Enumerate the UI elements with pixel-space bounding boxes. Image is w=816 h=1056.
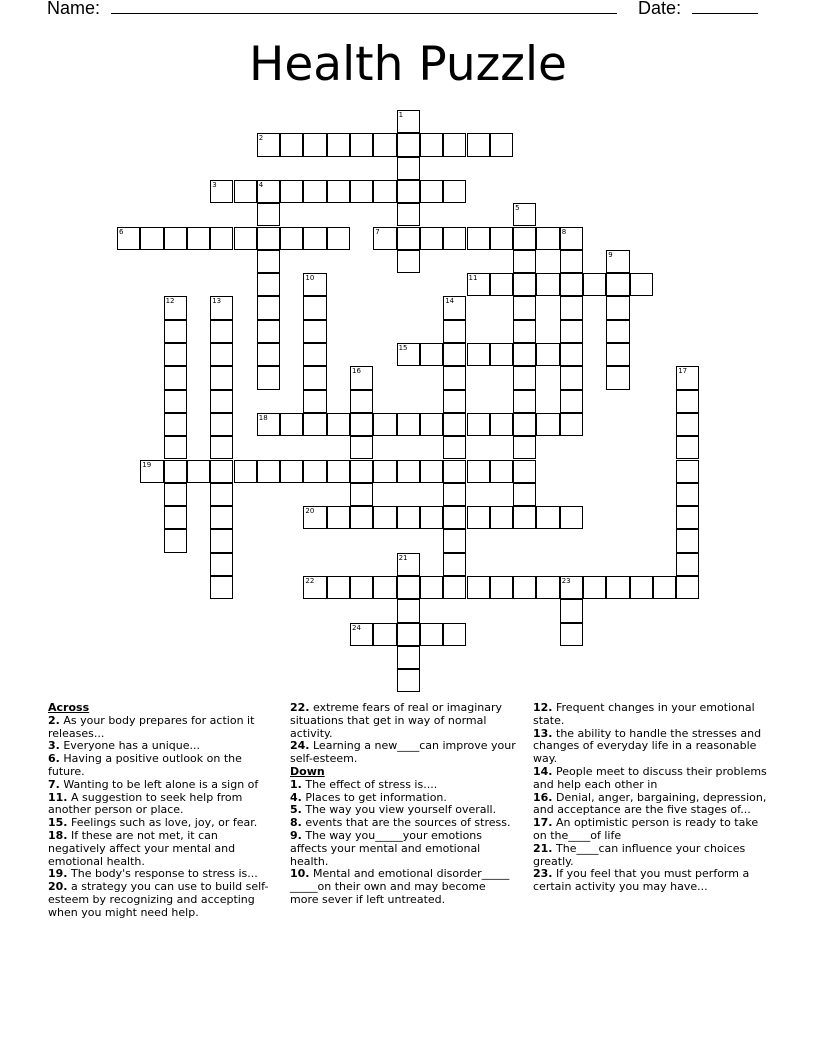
grid-cell[interactable] xyxy=(420,343,443,366)
grid-cell[interactable] xyxy=(303,390,326,413)
grid-cell[interactable] xyxy=(560,413,583,436)
grid-cell[interactable] xyxy=(350,413,373,436)
grid-cell[interactable] xyxy=(164,366,187,389)
grid-cell[interactable] xyxy=(257,227,280,250)
grid-cell[interactable] xyxy=(560,343,583,366)
grid-cell[interactable] xyxy=(373,180,396,203)
grid-cell[interactable] xyxy=(397,133,420,156)
grid-cell[interactable] xyxy=(234,180,257,203)
clue-down-23: 23. If you feel that you must perform a certain activity you may have... xyxy=(533,867,750,894)
clues-column-1 xyxy=(48,702,270,920)
cell-number: 3 xyxy=(212,180,217,189)
grid-cell[interactable] xyxy=(397,250,420,273)
clue-down-5: 5. The way you view yourself overall. xyxy=(290,803,497,817)
grid-cell[interactable] xyxy=(397,413,420,436)
grid-cell[interactable] xyxy=(513,390,536,413)
grid-cell[interactable] xyxy=(676,576,699,599)
clue-down-4: 4. Places to get information. xyxy=(290,790,447,804)
cell-number: 11 xyxy=(468,274,478,283)
grid-cell[interactable] xyxy=(164,506,187,529)
grid-cell[interactable] xyxy=(257,320,280,343)
grid-cell[interactable] xyxy=(280,180,303,203)
grid-cell[interactable] xyxy=(420,180,443,203)
grid-cell[interactable] xyxy=(467,576,490,599)
grid-cell[interactable] xyxy=(210,529,233,552)
grid-cell[interactable] xyxy=(513,273,536,296)
grid-cell[interactable] xyxy=(676,436,699,459)
grid-cell[interactable] xyxy=(327,180,350,203)
grid-cell[interactable] xyxy=(676,483,699,506)
grid-cell[interactable] xyxy=(420,413,443,436)
clue-across-20: 20. a strategy you can use to build self-esteem by recognizing and accepting when you might need help. xyxy=(48,880,269,919)
grid-cell[interactable] xyxy=(513,436,536,459)
clue-across-22: 22. extreme fears of real or imaginary situations that get in way of normal activity. xyxy=(290,701,503,740)
grid-cell[interactable] xyxy=(210,227,233,250)
grid-cell[interactable] xyxy=(676,390,699,413)
grid-cell[interactable] xyxy=(490,273,513,296)
clue-down-21: 21. The____can influence your choices greatly. xyxy=(533,841,746,868)
cell-number: 15 xyxy=(398,344,408,352)
grid-cell[interactable] xyxy=(210,553,233,576)
grid-cell[interactable] xyxy=(467,343,490,366)
cell-number: 17 xyxy=(678,367,688,376)
grid-cell[interactable] xyxy=(606,576,629,599)
grid-cell[interactable] xyxy=(443,506,466,529)
grid-cell[interactable] xyxy=(257,343,280,366)
grid-cell[interactable] xyxy=(397,460,420,483)
grid-cell[interactable] xyxy=(210,320,233,343)
grid-cell[interactable] xyxy=(373,413,396,436)
grid-cell[interactable] xyxy=(257,366,280,389)
grid-cell[interactable] xyxy=(373,460,396,483)
grid-cell[interactable] xyxy=(397,157,420,180)
cell-number: 12 xyxy=(165,297,175,306)
grid-cell[interactable] xyxy=(397,180,420,203)
grid-cell[interactable] xyxy=(606,366,629,389)
grid-cell[interactable] xyxy=(676,506,699,529)
grid-cell[interactable] xyxy=(606,320,629,343)
grid-cell[interactable] xyxy=(560,273,583,296)
grid-cell[interactable] xyxy=(630,273,653,296)
grid-cell[interactable] xyxy=(257,203,280,226)
grid-cell[interactable] xyxy=(164,320,187,343)
grid-cell[interactable] xyxy=(303,180,326,203)
grid-cell[interactable] xyxy=(443,576,466,599)
grid-cell[interactable] xyxy=(210,506,233,529)
grid-cell[interactable] xyxy=(210,436,233,459)
grid-cell[interactable] xyxy=(257,460,280,483)
grid-cell[interactable] xyxy=(303,320,326,343)
cell-number: 2 xyxy=(258,134,264,143)
clue-down-16: 16. Denial, anger, bargaining, depression, and acceptance are the five stages of... xyxy=(533,790,767,817)
grid-cell[interactable] xyxy=(164,413,187,436)
cell-number: 1 xyxy=(398,111,404,119)
grid-cell[interactable] xyxy=(490,133,513,156)
cell-number: 16 xyxy=(352,367,361,376)
grid-cell[interactable] xyxy=(397,623,420,646)
grid-cell[interactable] xyxy=(420,576,443,599)
grid-cell[interactable] xyxy=(536,576,559,599)
page-title: Health Puzzle xyxy=(249,37,567,92)
grid-cell[interactable] xyxy=(280,133,303,156)
grid-cell[interactable] xyxy=(350,506,373,529)
grid-cell[interactable] xyxy=(164,529,187,552)
grid-cell[interactable] xyxy=(280,227,303,250)
grid-cell[interactable] xyxy=(350,133,373,156)
grid-cell[interactable] xyxy=(303,343,326,366)
clue-down-1: 1. The effect of stress is.... xyxy=(290,777,438,791)
grid-cell[interactable] xyxy=(187,227,210,250)
grid-cell[interactable] xyxy=(513,460,536,483)
grid-cell[interactable] xyxy=(350,483,373,506)
down-heading: Down xyxy=(290,764,325,778)
across-heading: Across xyxy=(48,701,90,714)
grid-cell[interactable] xyxy=(234,460,257,483)
grid-cell[interactable] xyxy=(373,506,396,529)
grid-cell[interactable] xyxy=(560,506,583,529)
clue-across-19: 19. The body's response to stress is... xyxy=(48,867,258,881)
grid-cell[interactable] xyxy=(397,646,420,669)
grid-cell[interactable] xyxy=(327,227,350,250)
grid-cell[interactable] xyxy=(560,599,583,622)
grid-cell[interactable] xyxy=(606,273,629,296)
grid-cell[interactable] xyxy=(490,343,513,366)
grid-cell[interactable] xyxy=(164,460,187,483)
clue-down-10: 10. Mental and emotional disorder_____ _____on their own and may become more sever if left untreated. xyxy=(290,867,510,906)
grid-cell[interactable] xyxy=(443,227,466,250)
grid-cell[interactable] xyxy=(303,227,326,250)
clue-down-14: 14. People meet to discuss their problems and help each other in xyxy=(533,764,767,791)
grid-cell[interactable] xyxy=(164,343,187,366)
cell-number: 4 xyxy=(258,180,264,189)
grid-cell[interactable] xyxy=(560,320,583,343)
grid-cell[interactable] xyxy=(443,623,466,646)
grid-cell[interactable] xyxy=(490,413,513,436)
grid-cell[interactable] xyxy=(327,460,350,483)
grid-cell[interactable] xyxy=(210,343,233,366)
grid-cell[interactable] xyxy=(303,460,326,483)
grid-cell[interactable] xyxy=(350,390,373,413)
grid-cell[interactable] xyxy=(327,576,350,599)
cell-number: 14 xyxy=(445,297,455,306)
clue-across-7: 7. Wanting to be left alone is a sign of xyxy=(48,777,259,791)
clues-column-2 xyxy=(290,702,516,907)
grid-cell[interactable] xyxy=(443,553,466,576)
grid-cell[interactable] xyxy=(140,227,163,250)
grid-cell[interactable] xyxy=(397,227,420,250)
clue-across-24: 24. Learning a new____can improve your self-esteem. xyxy=(290,739,516,766)
cell-number: 18 xyxy=(258,413,268,422)
grid-cell[interactable] xyxy=(164,227,187,250)
grid-cell[interactable] xyxy=(187,460,210,483)
grid-cell[interactable] xyxy=(210,390,233,413)
grid-cell[interactable] xyxy=(327,413,350,436)
grid-cell[interactable] xyxy=(513,343,536,366)
grid-cell[interactable] xyxy=(420,460,443,483)
grid-cell[interactable] xyxy=(443,460,466,483)
grid-cell[interactable] xyxy=(303,296,326,319)
grid-cell[interactable] xyxy=(536,273,559,296)
clue-down-8: 8. events that are the sources of stress. xyxy=(290,816,511,830)
grid-cell[interactable] xyxy=(210,413,233,436)
grid-cell[interactable] xyxy=(513,320,536,343)
grid-cell[interactable] xyxy=(327,506,350,529)
grid-cell[interactable] xyxy=(560,366,583,389)
cell-number: 8 xyxy=(561,227,567,236)
clue-across-6: 6. Having a positive outlook on the future. xyxy=(48,752,242,778)
grid-cell[interactable] xyxy=(164,483,187,506)
clue-across-2: 2. As your body prepares for action it releases... xyxy=(48,713,255,740)
grid-cell[interactable] xyxy=(513,413,536,436)
clue-down-17: 17. An optimistic person is ready to take on the____of life xyxy=(533,816,759,842)
grid-cell[interactable] xyxy=(443,320,466,343)
grid-cell[interactable] xyxy=(536,506,559,529)
grid-cell[interactable] xyxy=(606,343,629,366)
grid-cell[interactable] xyxy=(606,296,629,319)
grid-cell[interactable] xyxy=(676,529,699,552)
grid-cell[interactable] xyxy=(234,227,257,250)
grid-cell[interactable] xyxy=(536,343,559,366)
grid-cell[interactable] xyxy=(350,436,373,459)
grid-cell[interactable] xyxy=(303,133,326,156)
grid-cell[interactable] xyxy=(350,180,373,203)
cell-number: 13 xyxy=(212,297,222,306)
grid-cell[interactable] xyxy=(560,296,583,319)
grid-cell[interactable] xyxy=(443,529,466,552)
grid-cell[interactable] xyxy=(280,413,303,436)
clue-down-12: 12. Frequent changes in your emotional state. xyxy=(533,701,755,727)
cell-number: 9 xyxy=(608,250,613,259)
grid-cell[interactable] xyxy=(420,506,443,529)
grid-cell[interactable] xyxy=(443,390,466,413)
grid-cell[interactable] xyxy=(397,203,420,226)
grid-cell[interactable] xyxy=(350,576,373,599)
grid-cell[interactable] xyxy=(443,413,466,436)
grid-cell[interactable] xyxy=(210,483,233,506)
grid-cell[interactable] xyxy=(397,669,420,692)
name-label: Name: xyxy=(47,0,101,18)
grid-cell[interactable] xyxy=(443,436,466,459)
grid-cell[interactable] xyxy=(583,273,606,296)
grid-cell[interactable] xyxy=(210,366,233,389)
grid-cell[interactable] xyxy=(560,623,583,646)
grid-cell[interactable] xyxy=(210,576,233,599)
grid-cell[interactable] xyxy=(467,413,490,436)
grid-cell[interactable] xyxy=(513,227,536,250)
grid-cell[interactable] xyxy=(653,576,676,599)
clue-down-13: 13. the ability to handle the stresses and changes of everyday life in a reasonable way. xyxy=(533,726,762,766)
grid-cell[interactable] xyxy=(467,506,490,529)
grid-cell[interactable] xyxy=(303,366,326,389)
cell-number: 23 xyxy=(561,577,571,585)
cell-number: 7 xyxy=(375,227,380,236)
grid-cell[interactable] xyxy=(536,413,559,436)
grid-cell[interactable] xyxy=(373,576,396,599)
grid-cell[interactable] xyxy=(397,506,420,529)
grid-cell[interactable] xyxy=(164,390,187,413)
grid-cell[interactable] xyxy=(443,343,466,366)
grid-cell[interactable] xyxy=(676,460,699,483)
grid-cell[interactable] xyxy=(513,483,536,506)
grid-cell[interactable] xyxy=(676,553,699,576)
grid-cell[interactable] xyxy=(513,506,536,529)
clues-column-3 xyxy=(533,702,769,894)
grid-cell[interactable] xyxy=(630,576,653,599)
grid-cell[interactable] xyxy=(420,623,443,646)
cell-number: 6 xyxy=(119,227,124,236)
grid-cell[interactable] xyxy=(676,413,699,436)
grid-cell[interactable] xyxy=(467,133,490,156)
grid-cell[interactable] xyxy=(443,366,466,389)
grid-cell[interactable] xyxy=(467,227,490,250)
clue-across-3: 3. Everyone has a unique... xyxy=(48,739,200,753)
cell-number: 24 xyxy=(352,623,361,632)
grid-cell[interactable] xyxy=(420,227,443,250)
grid-cell[interactable] xyxy=(373,623,396,646)
grid-cell[interactable] xyxy=(513,366,536,389)
clue-down-9: 9. The way you_____your emotions affects your mental and emotional health. xyxy=(290,828,482,868)
grid-cell[interactable] xyxy=(536,227,559,250)
clue-across-15: 15. Feelings such as love, joy, or fear. xyxy=(48,816,258,830)
grid-cell[interactable] xyxy=(303,413,326,436)
grid-cell[interactable] xyxy=(164,436,187,459)
grid-cell[interactable] xyxy=(443,483,466,506)
cell-number: 19 xyxy=(142,460,152,469)
grid-cell[interactable] xyxy=(490,227,513,250)
grid-cell[interactable] xyxy=(327,133,350,156)
grid-cell[interactable] xyxy=(210,460,233,483)
grid-cell[interactable] xyxy=(560,390,583,413)
grid-cell[interactable] xyxy=(513,250,536,273)
grid-cell[interactable] xyxy=(257,250,280,273)
grid-cell[interactable] xyxy=(490,576,513,599)
grid-cell[interactable] xyxy=(257,273,280,296)
grid-cell[interactable] xyxy=(420,133,443,156)
cell-number: 21 xyxy=(398,553,408,562)
grid-cell[interactable] xyxy=(513,296,536,319)
grid-cell[interactable] xyxy=(257,296,280,319)
cell-number: 10 xyxy=(305,274,315,283)
grid-cell[interactable] xyxy=(467,460,490,483)
date-label: Date: xyxy=(638,0,682,18)
grid-cell[interactable] xyxy=(350,460,373,483)
cell-number: 22 xyxy=(305,577,315,585)
grid-cell[interactable] xyxy=(513,576,536,599)
grid-cell[interactable] xyxy=(490,506,513,529)
cell-number: 5 xyxy=(515,204,520,213)
grid-cell[interactable] xyxy=(443,133,466,156)
grid-cell[interactable] xyxy=(560,250,583,273)
grid-cell[interactable] xyxy=(397,576,420,599)
grid-cell[interactable] xyxy=(397,599,420,622)
cell-number: 20 xyxy=(305,507,315,516)
clue-across-18: 18. If these are not met, it can negatively affect your mental and emotional health. xyxy=(48,828,236,868)
grid-cell[interactable] xyxy=(583,576,606,599)
grid-cell[interactable] xyxy=(443,180,466,203)
clue-across-11: 11. A suggestion to seek help from another person or place. xyxy=(48,790,243,817)
grid-cell[interactable] xyxy=(490,460,513,483)
grid-cell[interactable] xyxy=(280,460,303,483)
grid-cell[interactable] xyxy=(373,133,396,156)
